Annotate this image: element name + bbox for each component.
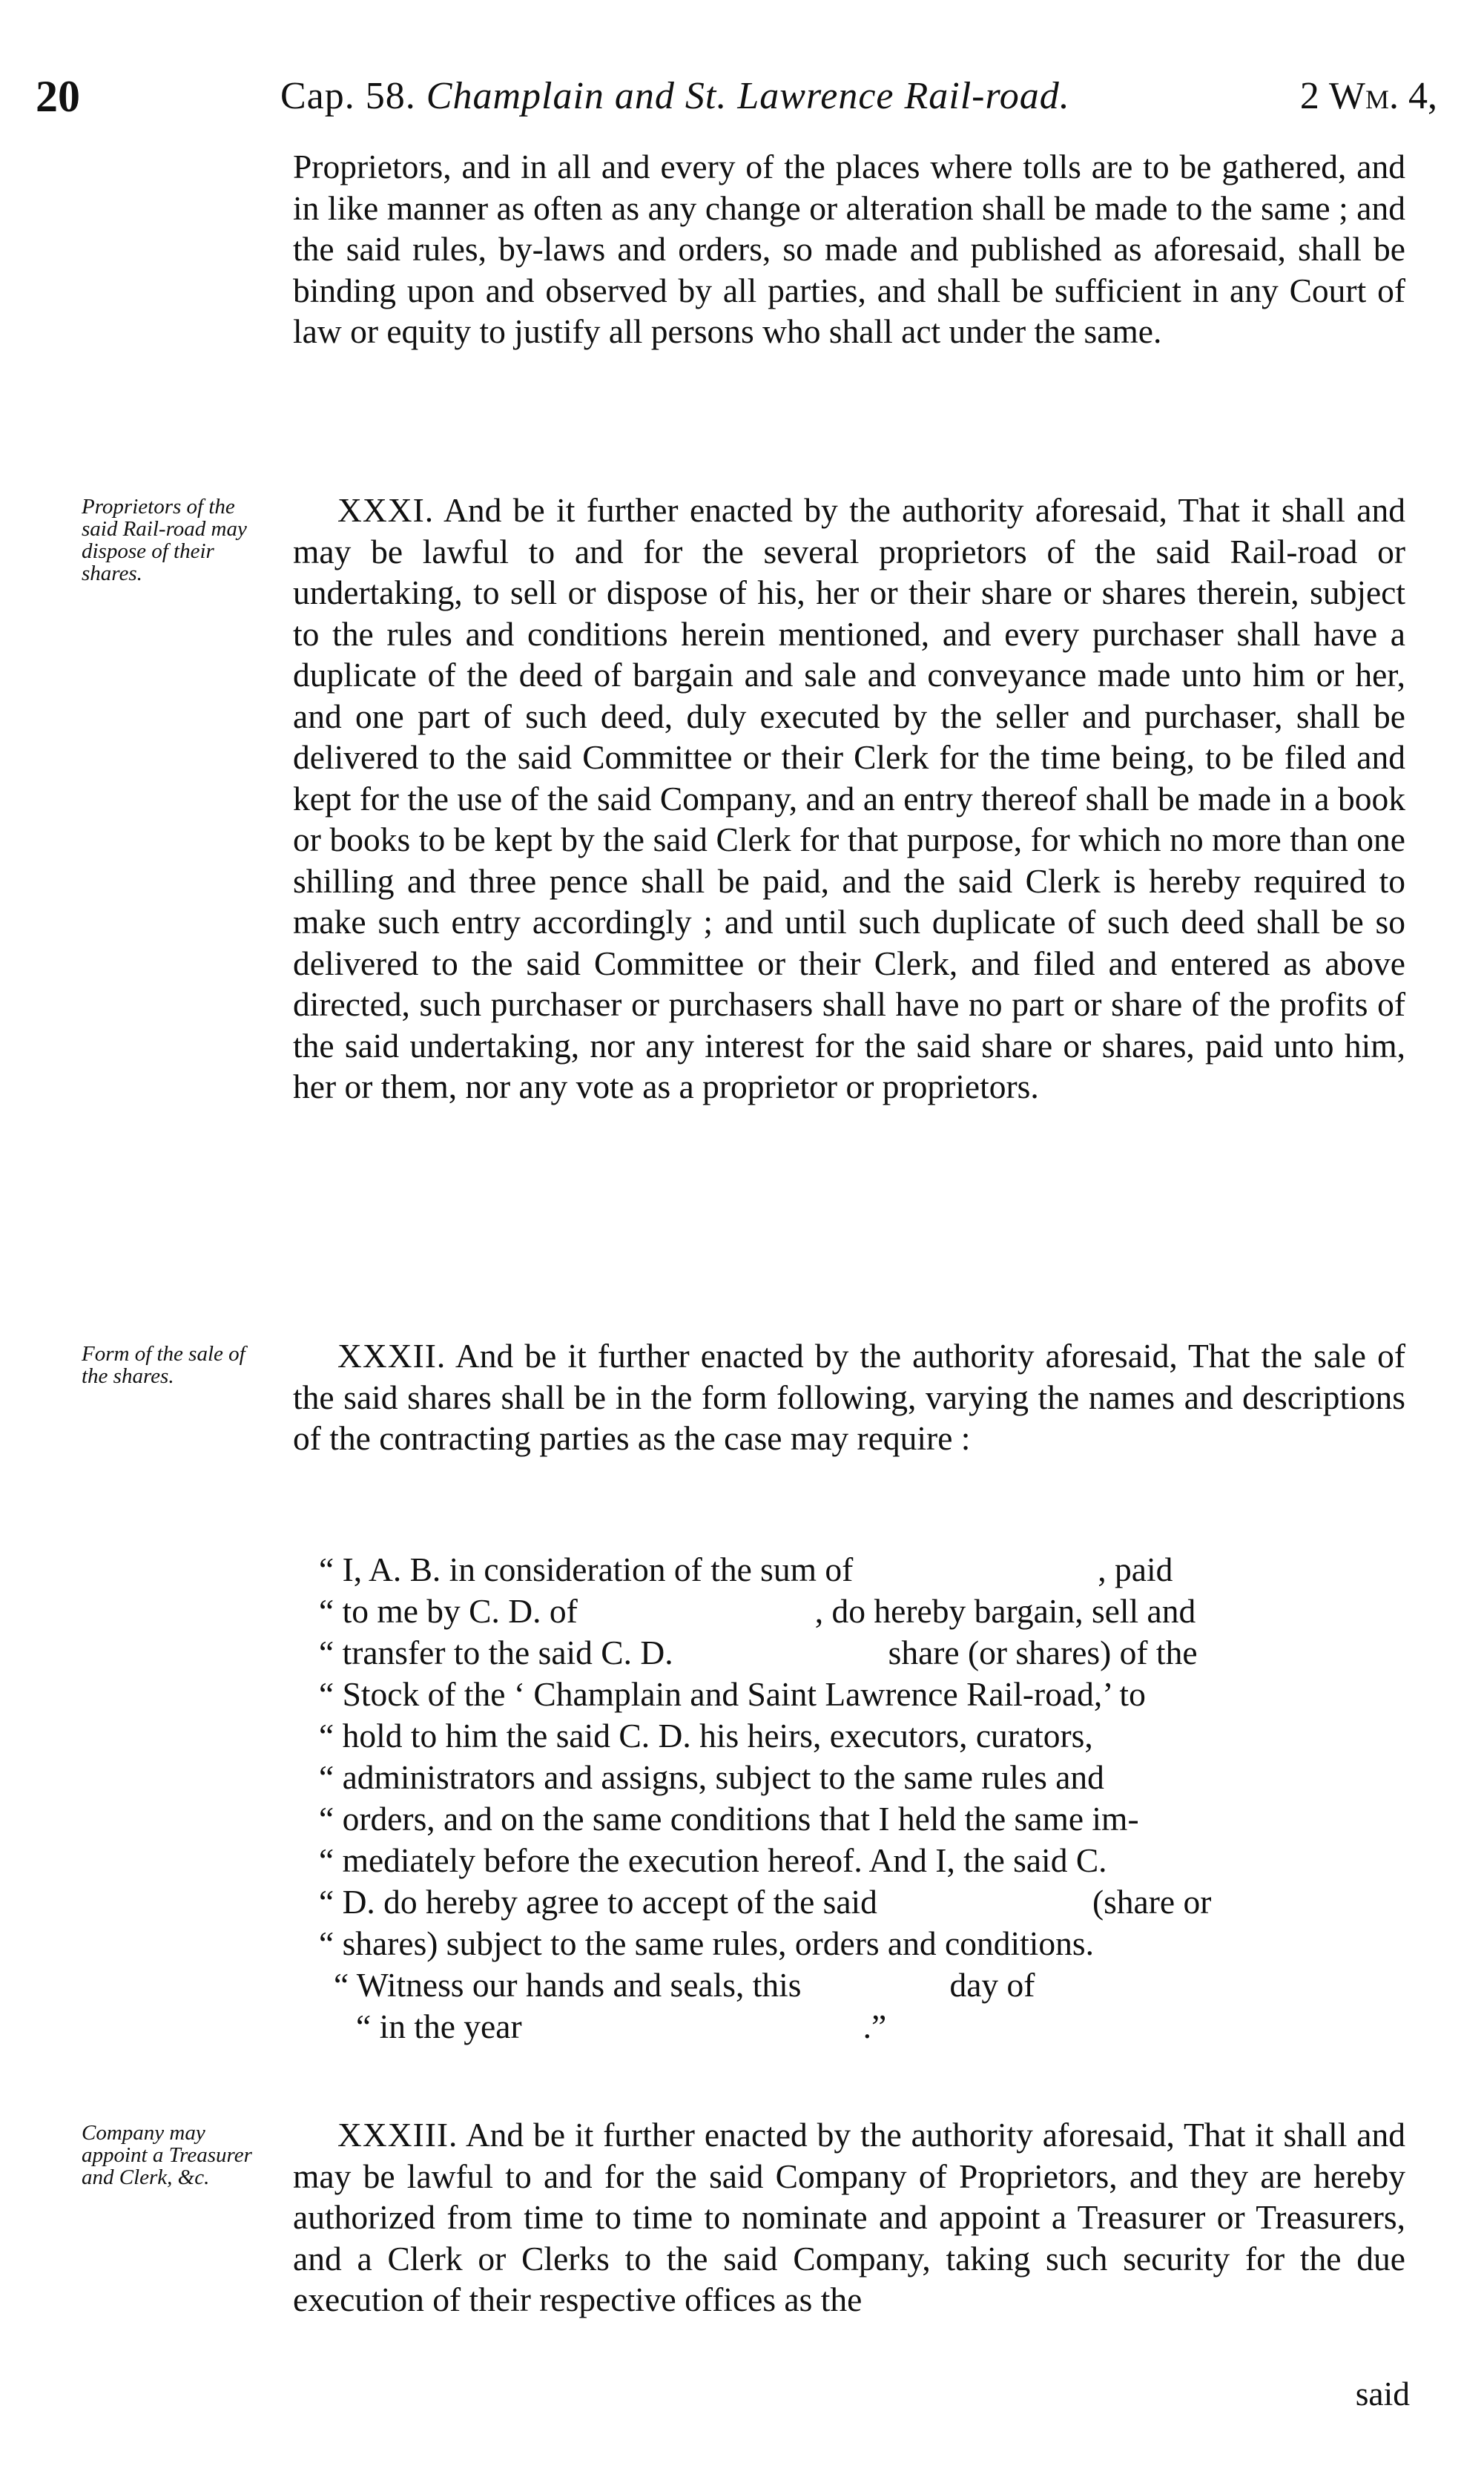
- catchword: said: [1355, 2375, 1410, 2413]
- form-line: “ mediately before the execution hereof. And I, the said C.: [319, 1841, 1107, 1879]
- section-number: XXXIII.: [337, 2116, 458, 2154]
- margin-note-section-31: Proprietors of the said Rail-road may dispose of their shares.: [82, 495, 247, 585]
- form-line: “ to me by C. D. of , do hereby bargain, sell and: [319, 1592, 1196, 1630]
- form-line: “ Witness our hands and seals, this day of: [334, 1966, 1035, 2004]
- section-text: And be it further enacted by the authority aforesaid, That it shall and may be lawful to and for the several proprietors of the said Rail-road or undertaking, to sell or dispose of his, her or their share or shares therein, subject to the rules and conditions herein mentioned, and every purchaser shall have a duplicate of the deed of bargain and sale and conveyance made unto him or her, and one part of such deed, duly executed by the seller and purchaser, shall be delivered to the said Committee or their Clerk for the time being, to be filed and kept for the use of the said Company, and an entry thereof shall be made in a book or books to be kept by the said Clerk for that purpose, for which no more than one shilling and three pence shall be paid, and the said Clerk is hereby required to make such entry accordingly ; and until such duplicate of such deed shall be so delivered to the said Committee or their Clerk, and filed and entered as above directed, such purchaser or purchasers shall have no part or share of the profits of the said undertaking, nor any interest for the said share or shares, paid unto him, her or them, nor any vote as a proprietor or proprietors.: [293, 491, 1405, 1105]
- form-line: “ D. do hereby agree to accept of the said (share or: [319, 1883, 1212, 1921]
- chapter-number: Cap. 58.: [280, 75, 416, 117]
- running-header: [36, 71, 1437, 138]
- margin-note-section-32: Form of the sale of the shares.: [82, 1342, 245, 1388]
- running-title: [280, 74, 1070, 118]
- section-number: XXXI.: [337, 491, 435, 529]
- section-text: And be it further enacted by the authority aforesaid, That the sale of the said shares shall be in the form following, varying the names and descriptions of the contracting parties as the case may require :: [293, 1337, 1405, 1457]
- page-number: 20: [36, 72, 80, 121]
- form-line: “ administrators and assigns, subject to the same rules and: [319, 1758, 1104, 1796]
- form-line: “ Stock of the ‘ Champlain and Saint Lawrence Rail-road,’ to: [319, 1675, 1146, 1713]
- section-32: [293, 1335, 1405, 1459]
- form-line: “ hold to him the said C. D. his heirs, executors, curators,: [319, 1717, 1093, 1754]
- form-line: “ I, A. B. in consideration of the sum of , paid: [319, 1550, 1173, 1588]
- form-line: “ orders, and on the same conditions that I held the same im-: [319, 1800, 1139, 1838]
- regnal-year: 2 Wm. 4,: [1299, 75, 1437, 117]
- margin-note-section-33: Company may appoint a Treasurer and Clerk, &c.: [82, 2121, 252, 2189]
- form-line: “ in the year .”: [356, 2007, 887, 2045]
- section-31: [293, 490, 1405, 1108]
- section-33: [293, 2114, 1405, 2321]
- continuation-paragraph: Proprietors, and in all and every of the places where tolls are to be gathered, and in like manner as often as any change or alteration shall be made to the same ; and the said rules, by-laws and orders, so made and published as aforesaid, shall be binding upon and observed by all parties, and shall be sufficient in any Court of law or equity to justify all persons who shall act under the same.: [293, 148, 1405, 350]
- form-line: “ shares) subject to the same rules, orders and conditions.: [319, 1924, 1094, 1962]
- form-of-sale: [319, 1549, 1409, 2048]
- section-number: XXXII.: [337, 1337, 446, 1375]
- section-text: And be it further enacted by the authority aforesaid, That it shall and may be lawful to and for the said Company of Proprietors, and they are hereby authorized from time to time to nominate and appoint a Treasurer or Treasurers, and a Clerk or Clerks to the said Company, taking such security for the due execution of their respective offices as the: [293, 2116, 1405, 2318]
- form-line: “ transfer to the said C. D. share (or shares) of the: [319, 1634, 1198, 1671]
- act-title: Champlain and St. Lawrence Rail-road.: [426, 75, 1070, 117]
